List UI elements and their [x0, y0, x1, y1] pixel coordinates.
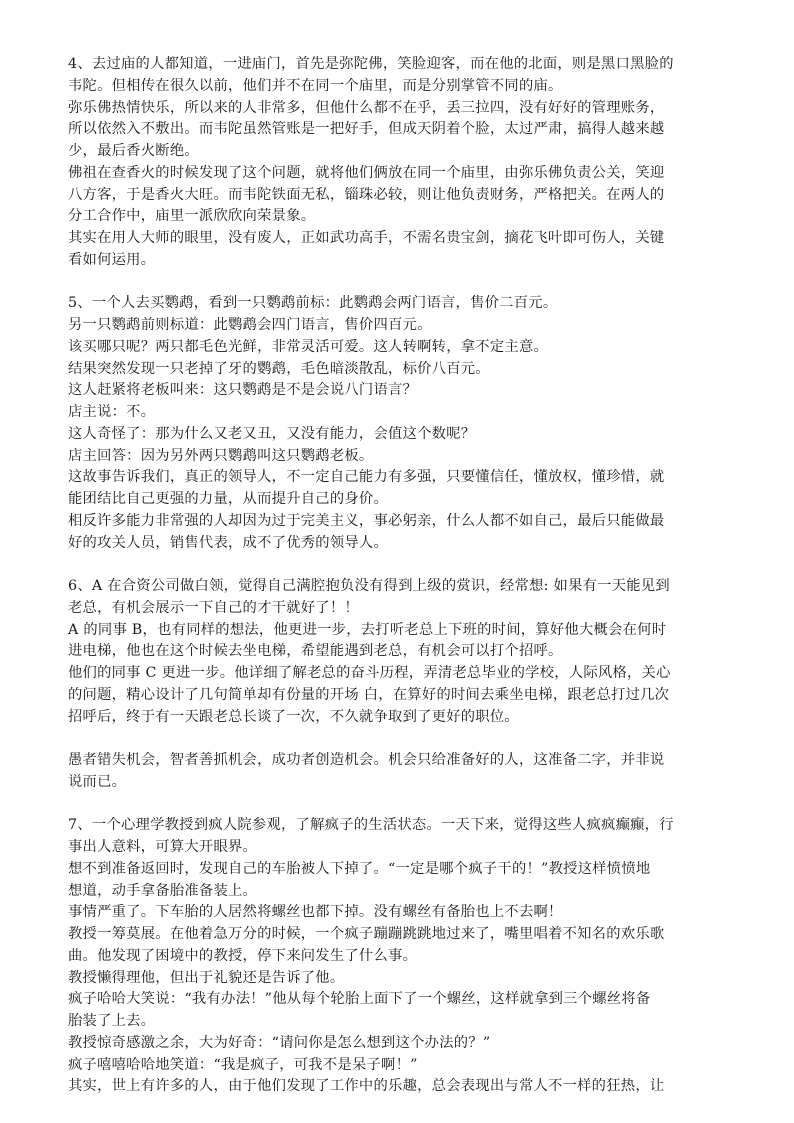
text-line: 说而已。 — [68, 773, 127, 790]
paragraph-gap — [68, 554, 730, 576]
text-line: 弥乐佛热情快乐，所以来的人非常多，但他什么都不在乎，丢三拉四，没有好好的管理账务， — [68, 99, 665, 116]
text-line: 相反许多能力非常强的人却因为过于完美主义，事必躬亲，什么人都不如自己，最后只能做最 — [68, 512, 665, 529]
paragraph-gap — [68, 272, 730, 294]
text-line: 事情严重了。下车胎的人居然将螺丝也都下掉。没有螺丝有备胎也上不去啊！ — [68, 904, 563, 921]
text-line: 少，最后香火断绝。 — [68, 143, 199, 159]
text-line: 佛祖在查香火的时候发现了这个问题，就将他们俩放在同一个庙里，由弥乐佛负责公关，笑迎 — [68, 164, 665, 181]
text-line: 韦陀。但相传在很久以前，他们并不在同一个庙里，而是分别掌管不同的庙。 — [68, 77, 563, 94]
text-line: 想不到准备返回时，发现自己的车胎被人下掉了。“一定是哪个疯子干的！”教授这样愤愤地 — [68, 860, 651, 877]
text-line: 所以依然入不敷出。而韦陀虽然管账是一把好手，但成天阴着个脸，太过严肃，搞得人越来越 — [68, 121, 665, 138]
text-line: 教授惊奇感激之余，大为好奇：“请问你是怎么想到这个办法的？” — [68, 1034, 491, 1051]
text-line: 疯子哈哈大笑说：“我有办法！”他从每个轮胎上面下了一个螺丝，这样就拿到三个螺丝将备 — [68, 991, 651, 1008]
text-line: 这人奇怪了：那为什么又老又丑，又没有能力，会值这个数呢？ — [68, 425, 476, 442]
text-line: 的问题，精心设计了几句简单却有份量的开场 白，在算好的时间去乘坐电梯，跟老总打过几次 — [68, 686, 670, 703]
text-line: 结果突然发现一只老掉了牙的鹦鹉，毛色暗淡散乱，标价八百元。 — [68, 360, 490, 377]
text-line: 疯子嘻嘻哈哈地笑道：“我是疯子，可我不是呆子啊！” — [68, 1056, 418, 1073]
text-line: 该买哪只呢？两只都毛色光鲜，非常灵活可爱。这人转啊转，拿不定主意。 — [68, 338, 549, 355]
text-line: A 的同事 B，也有同样的想法，他更进一步，去打听老总上下班的时间，算好他大概会在何时 — [68, 621, 667, 638]
text-line: 想道，动手拿备胎准备装上。 — [68, 882, 258, 899]
text-line: 胎装了上去。 — [68, 1013, 156, 1029]
text-line: 好的攻关人员，销售代表，成不了优秀的领导人。 — [68, 534, 389, 551]
text-line: 进电梯，他也在这个时候去坐电梯，希望能遇到老总，有机会可以打个招呼。 — [68, 643, 563, 660]
text-line: 招呼后，终于有一天跟老总长谈了一次，不久就争取到了更好的职位。 — [68, 708, 519, 725]
text-line: 八方客，于是香火大旺。而韦陀铁面无私，锱珠必较，则让他负责财务，严格把关。在两人的 — [68, 186, 665, 203]
text-line: 老总，有机会展示一下自己的才干就好了！！ — [68, 599, 359, 616]
text-line: 7、一个心理学教授到疯人院参观，了解疯子的生活状态。一天下来，觉得这些人疯疯癫癫，行 — [68, 817, 674, 834]
text-line: 曲。他发现了困境中的教授，停下来问发生了什么事。 — [68, 947, 418, 964]
text-line: 店主回答：因为另外两只鹦鹉叫这只鹦鹉老板。 — [68, 447, 374, 464]
text-line: 愚者错失机会，智者善抓机会，成功者创造机会。机会只给准备好的人，这准备二字，并非说 — [68, 752, 665, 768]
text-line: 分工合作中，庙里一派欣欣向荣景象。 — [68, 208, 316, 225]
text-line: 教授一筹莫展。在他着急万分的时候，一个疯子蹦蹦跳跳地过来了，嘴里唱着不知名的欢乐歌 — [68, 926, 665, 942]
text-line: 事出人意料，可算大开眼界。 — [68, 839, 258, 855]
text-line: 其实，世上有许多的人，由于他们发现了工作中的乐趣，总会表现出与常人不一样的狂热，让 — [68, 1078, 665, 1095]
text-line: 教授懒得理他，但出于礼貌还是告诉了他。 — [68, 969, 345, 986]
text-line: 其实在用人大师的眼里，没有废人，正如武功高手，不需名贵宝剑，摘花飞叶即可伤人，关键 — [68, 230, 665, 246]
text-line: 4、去过庙的人都知道，一进庙门，首先是弥陀佛，笑脸迎客，而在他的北面，则是黑口黑脸的 — [68, 56, 674, 72]
paragraph-gap — [68, 728, 730, 750]
text-line: 5、一个人去买鹦鹉，看到一只鹦鹉前标：此鹦鹉会两门语言，售价二百元。 — [68, 295, 558, 312]
text-line: 这故事告诉我们，真正的领导人，不一定自己能力有多强，只要懂信任，懂放权，懂珍惜，就 — [68, 469, 665, 486]
text-line: 6、A 在合资公司做白领，觉得自己满腔抱负没有得到上级的赏识，经常想: 如果有一天能见到 — [68, 578, 670, 594]
text-line: 另一只鹦鹉前则标道：此鹦鹉会四门语言，售价四百元。 — [68, 317, 432, 333]
text-line: 店主说：不。 — [68, 404, 156, 420]
paragraph-gap — [68, 794, 730, 816]
text-line: 这人赶紧将老板叫来：这只鹦鹉是不是会说八门语言？ — [68, 382, 418, 399]
text-line: 他们的同事 C 更进一步。他详细了解老总的奋斗历程，弄清老总毕业的学校，人际风格，关心 — [68, 665, 671, 681]
text-line: 能团结比自己更强的力量，从而提升自己的身价。 — [68, 491, 389, 507]
document-page — [68, 54, 730, 1098]
text-line: 看如何运用。 — [68, 251, 156, 268]
